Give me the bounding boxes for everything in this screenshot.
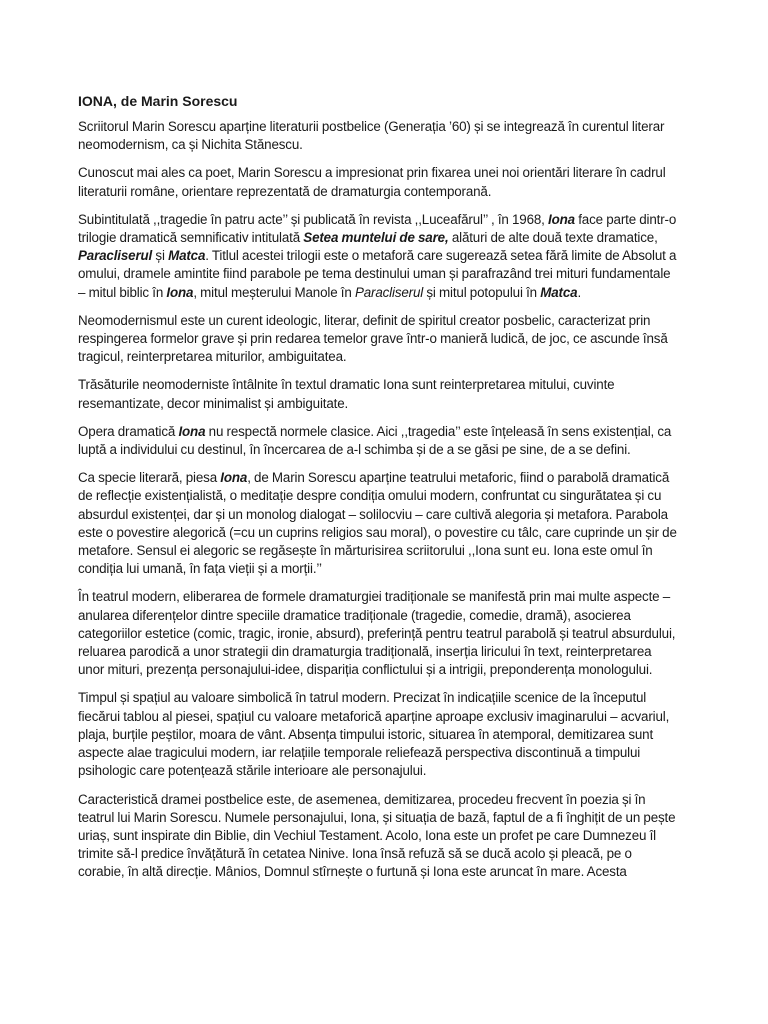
- text-run: Ca specie literară, piesa: [78, 470, 221, 486]
- text-run: . Titlul acestei trilogii este o metaforă care sugerează setea fără limite de Absolut a omului, dramele amintite fiind parabole pe tema destinului uman și parafrazând trei mituri fundamentale – mitul biblic în: [78, 248, 677, 300]
- text-run: , de Marin Sorescu aparține teatrului metaforic, fiind o parabolă dramatică de reflecție existențialistă, o meditație despre condiția omului modern, confruntat cu singurătatea și cu absurdul existenței, dar și un monolog dialogat – solilocviu – care cultivă alegoria și metafora. Parabola este o povestire alegorică (=cu un cuprins religios sau moral), o povestire cu tâlc, care cuprinde un șir de metafore. Sensul ei alegoric se regăsește în mărturisirea scriitorului ,,Iona sunt eu. Iona este omul în condiția lui umană, în fața vieții și a morții.’’: [78, 470, 677, 577]
- emphasized-title: Iona: [548, 211, 575, 227]
- bold-italic-run: [178, 424, 205, 439]
- paragraph: [78, 312, 678, 367]
- emphasized-title: Paracliserul: [78, 248, 153, 264]
- text-run: Timpul și spațiul au valoare simbolică în tatrul modern. Precizat în indicațiile scenice de la începutul fiecărui tablou al piesei, spațiul cu valoare metaforică aparține aproape exclusiv imaginarului – acvariul, plaja, burțile peștilor, moara de vânt. Absența timpului istoric, situarea în atemporal, demitizarea sunt aspecte alae tragicului modern, iar relațiile temporale reliefează perspectiva discontinuă a timpului psihologic care potențează stările interioare ale personajului.: [78, 690, 670, 779]
- paragraph: [78, 689, 678, 780]
- text-run: Subintitulată ,,tragedie în patru acte’’ și publicată în revista ,,Luceafărul’’ , în 1968,: [78, 211, 549, 227]
- paragraph: [78, 423, 678, 459]
- emphasized-title: Iona: [178, 423, 206, 439]
- text-run: Neomodernismul este un curent ideologic, literar, definit de spiritul creator posbelic, caracterizat prin respingerea formelor grave și prin redarea temelor grave într-o manieră ludică, de joc, ce ascunde însă tragicul, reinterpretarea miturilor, ambiguitatea.: [78, 312, 668, 365]
- bold-italic-run: [78, 248, 152, 263]
- bold-italic-run: [168, 248, 205, 263]
- bold-italic-run: [303, 230, 448, 245]
- paragraph: [78, 791, 678, 882]
- text-run: Opera dramatică: [78, 423, 179, 439]
- text-run: și mitul potopului în: [423, 284, 541, 300]
- paragraph: [78, 211, 678, 302]
- paragraph: [78, 118, 678, 154]
- bold-italic-run: [548, 212, 575, 227]
- text-run: Trăsăturile neomoderniste întâlnite în textul dramatic Iona sunt reinterpretarea mitului, cuvinte resemantizate, decor minimalist și ambiguitate.: [78, 377, 615, 411]
- document-page: [78, 92, 678, 892]
- emphasized-title: Matca: [540, 284, 578, 300]
- bold-italic-run: [166, 285, 193, 300]
- emphasized-title: Setea muntelui de sare,: [303, 230, 449, 246]
- text-run: și: [152, 248, 169, 264]
- document-body: [78, 118, 678, 882]
- emphasized-title: Matca: [168, 248, 206, 264]
- paragraph: [78, 376, 678, 412]
- paragraph: [78, 588, 678, 679]
- text-run: nu respectă normele clasice. Aici ,,tragedia’’ este înțeleasă în sens existențial, ca luptă a individului cu destinul, în încercarea de a-l schimba și de a se găsi pe sine, de a se defini.: [78, 423, 672, 458]
- emphasized-title: Iona: [220, 470, 248, 486]
- text-run: face parte dintr-o trilogie dramatică semnificativ intitulată: [78, 211, 677, 246]
- paragraph: [78, 164, 678, 200]
- bold-italic-run: [220, 470, 247, 485]
- bold-italic-run: [540, 285, 577, 300]
- text-run: Scriitorul Marin Sorescu aparține literaturii postbelice (Generația ’60) și se integrează în curentul literar neomodernism, ca și Nichita Stănescu.: [78, 119, 665, 153]
- emphasized-title: Iona: [166, 284, 194, 300]
- paragraph: [78, 469, 678, 578]
- text-run: .: [577, 284, 582, 300]
- text-run: alături de alte două texte dramatice,: [448, 230, 658, 246]
- text-run: În teatrul modern, eliberarea de formele dramaturgiei tradiționale se manifestă prin mai multe aspecte – anularea diferențelor dintre speciile dramatice tradiționale (tragedie, comedie, dramă), asocierea categoriilor estetice (comic, tragic, ironie, absurd), preferință pentru teatrul parabolă și teatrul absurdului, reluarea parodică a unor strategii din dramaturgia tradițională, inserția liricului în text, reinterpretarea unor mituri, prezența personajului-idee, dispariția conflictului și a intrigii, preponderența monologului.: [78, 589, 676, 678]
- text-run: Caracteristică dramei postbelice este, de asemenea, demitizarea, procedeu frecvent în poezia și în teatrul lui Marin Sorescu. Numele personajului, Iona, și situația de bază, faptul de a fi înghițit de un pește uriaș, sunt inspirate din Biblie, din Vechiul Testament. Acolo, Iona este un profet pe care Dumnezeu îl trimite să-l predice învățătură în cetatea Ninive. Iona însă refuză să se ducă acolo și pleacă, pe o corabie, în altă direcție. Mânios, Domnul stîrnește o furtună și Iona este aruncat în mare. Acesta: [78, 791, 676, 880]
- italic-run: Paracliserul: [354, 284, 424, 300]
- text-run: , mitul meșterului Manole în: [193, 284, 355, 300]
- document-title: IONA, de Marin Sorescu: [78, 93, 238, 109]
- text-run: Cunoscut mai ales ca poet, Marin Sorescu a impresionat prin fixarea unei noi orientări literare în cadrul literaturii române, orientare reprezentată de dramaturgia contemporană.: [78, 165, 666, 199]
